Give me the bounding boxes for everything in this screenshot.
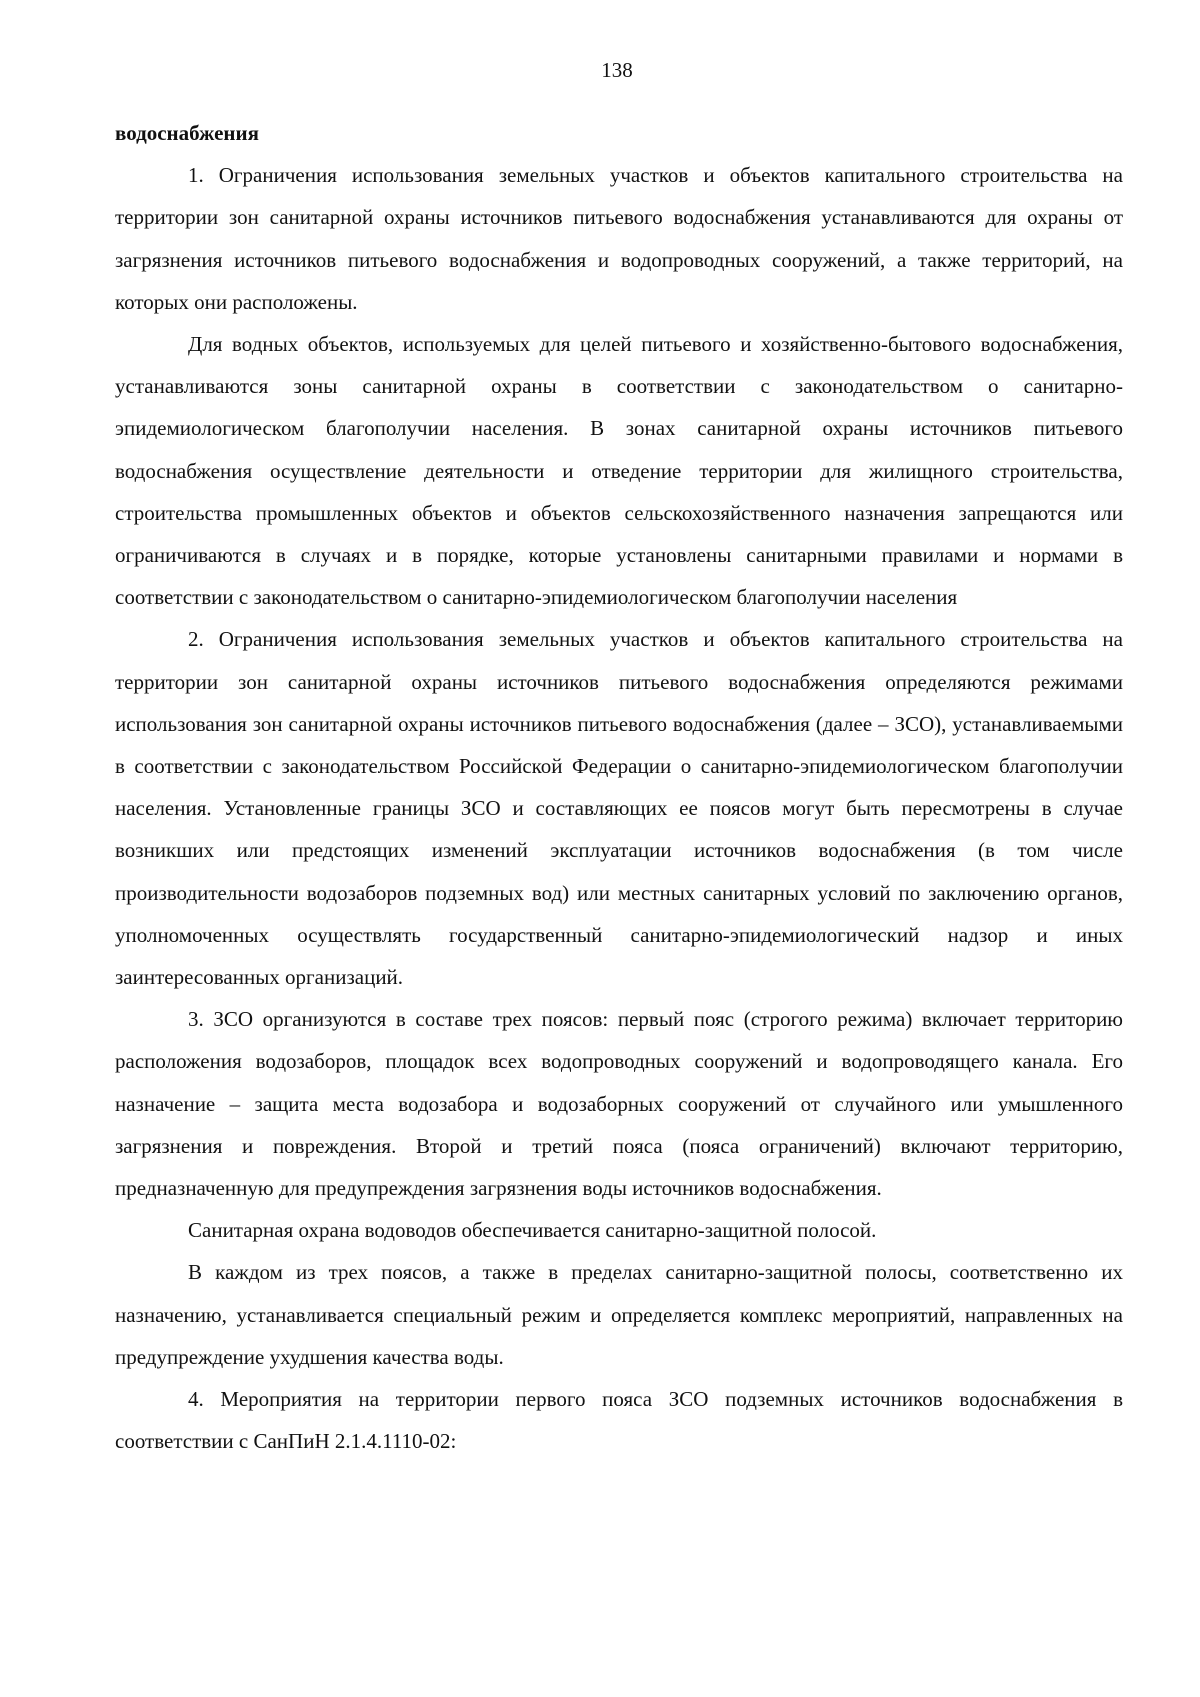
page-number: 138 xyxy=(601,58,633,82)
paragraph-3: 2. Ограничения использования земельных участков и объектов капитального строительства на территории зон санитарной охраны источников питьевого водоснабжения определяются режимами использования зон санитарной охраны источников питьевого водоснабжения (далее – ЗСО), устанавливаемыми в соответствии с законодательством Российской Федерации о санитарно-эпидемиологическом благополучии населения. Установленные границы ЗСО и составляющих ее поясов могут быть пересмотрены в случае возникших или предстоящих изменений эксплуатации источников водоснабжения (в том числе производительности водозаборов подземных вод) или местных санитарных условий по заключению органов, уполномоченных осуществлять государственный санитарно-эпидемиологический надзор и иных заинтересованных организаций. xyxy=(115,627,1123,990)
paragraph-5: Санитарная охрана водоводов обеспечивается санитарно-защитной полосой. xyxy=(188,1218,877,1243)
paragraph-6: В каждом из трех поясов, а также в пределах санитарно-защитной полосы, соответственно их назначению, устанавливается специальный режим и определяется комплекс мероприятий, направленных на предупреждение ухудшения качества воды. xyxy=(115,1260,1123,1369)
paragraph-2: Для водных объектов, используемых для целей питьевого и хозяйственно-бытового водоснабжения, устанавливаются зоны санитарной охраны в соответствии с законодательством о санитарно-эпидемиологическом благополучии населения. В зонах санитарной охраны источников питьевого водоснабжения осуществление деятельности и отведение территории для жилищного строительства, строительства промышленных объектов и объектов сельскохозяйственного назначения запрещаются или ограничиваются в случаях и в порядке, которые установлены санитарными правилами и нормами в соответствии с законодательством о санитарно-эпидемиологическом благополучии населения xyxy=(115,332,1123,610)
document-body xyxy=(115,112,1123,1463)
paragraph-1: 1. Ограничения использования земельных участков и объектов капитального строительства на территории зон санитарной охраны источников питьевого водоснабжения устанавливаются для охраны от загрязнения источников питьевого водоснабжения и водопроводных сооружений, а также территорий, на которых они расположены. xyxy=(115,163,1123,314)
paragraph-7: 4. Мероприятия на территории первого пояса ЗСО подземных источников водоснабжения в соответствии с СанПиН 2.1.4.1110-02: xyxy=(115,1387,1123,1454)
section-heading: водоснабжения xyxy=(115,121,259,145)
paragraph-4: 3. ЗСО организуются в составе трех поясов: первый пояс (строгого режима) включает территорию расположения водозаборов, площадок всех водопроводных сооружений и водопроводящего канала. Его назначение – защита места водозабора и водозаборных сооружений от случайного или умышленного загрязнения и повреждения. Второй и третий пояса (пояса ограничений) включают территорию, предназначенную для предупреждения загрязнения воды источников водоснабжения. xyxy=(115,1007,1123,1201)
